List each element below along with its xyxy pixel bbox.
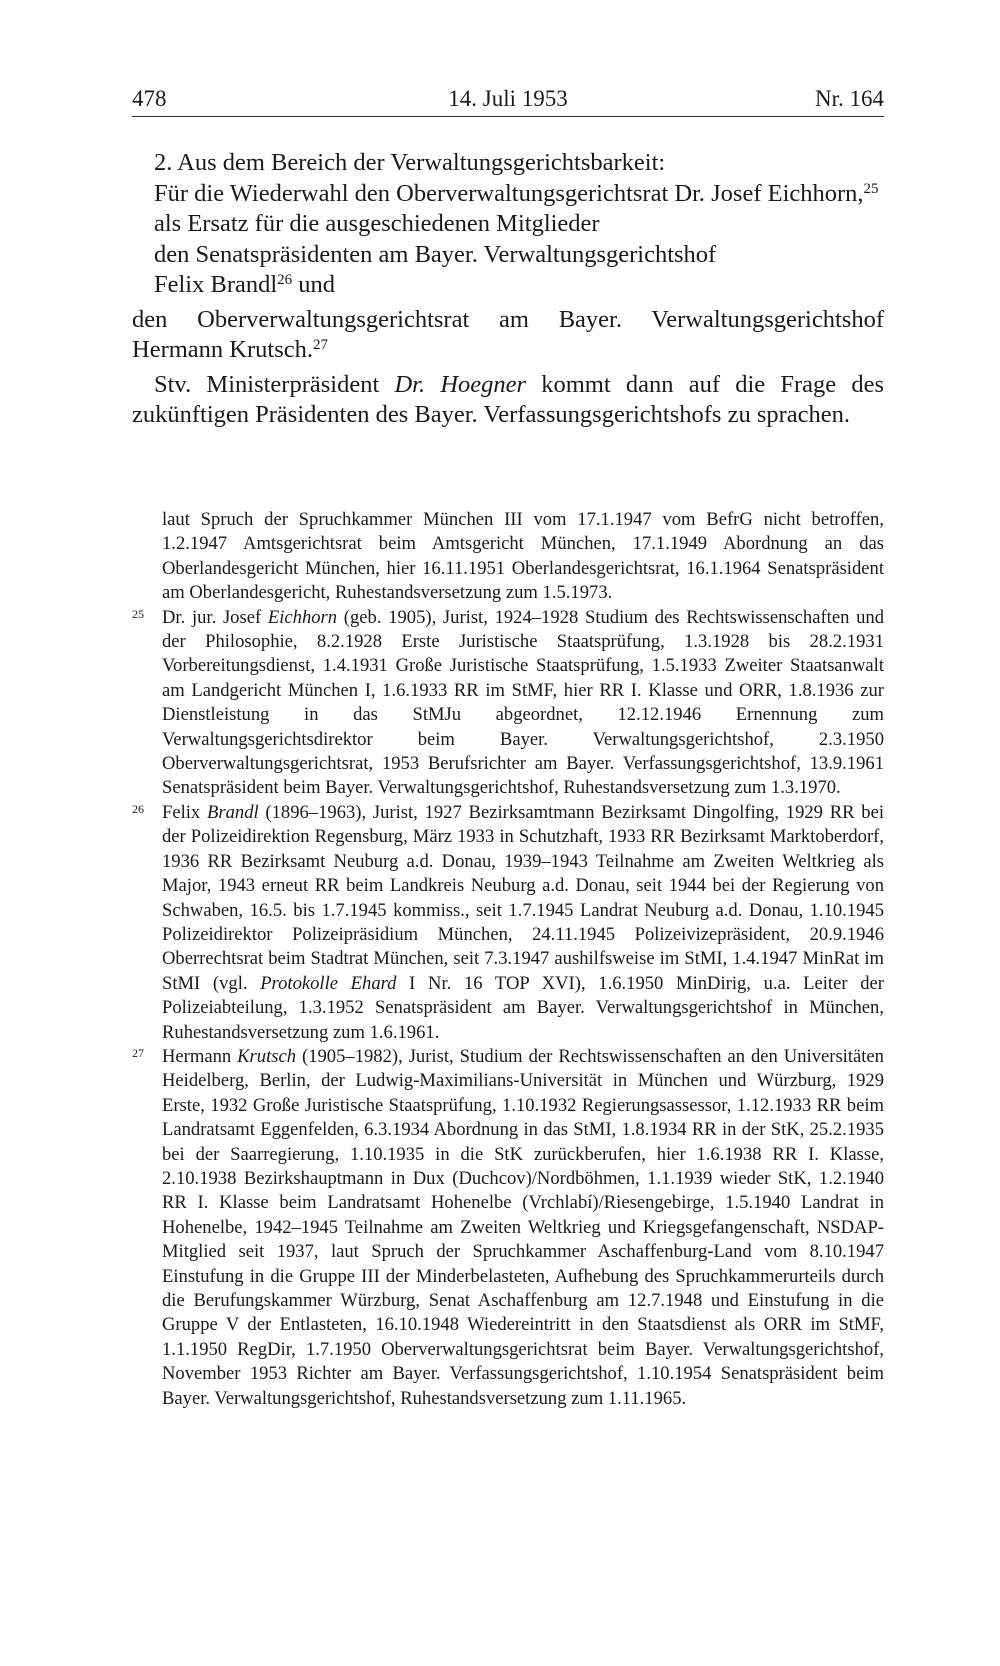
main-line-text: kommt dann auf die Frage des zukünftigen Präsidenten des Bayer. Verfassungsgerichtshofs zu sprachen. — [132, 370, 884, 428]
running-header — [132, 82, 884, 117]
main-line-text: Für die Wiederwahl den Oberverwaltungsgerichtsrat Dr. Josef Eichhorn, — [154, 179, 864, 207]
footnote-text: (geb. 1905), Jurist, 1924–1928 Studium des Rechtswissenschaften und der Philosophie, 8.2.1928 Erste Juristische Staatsprüfung, 1.3.1928 bis 28.2.1931 Vorbereitungsdienst, 1.4.1931 Große Juristische Staatsprüfung, 1.5.1933 Zweiter Staatsanwalt am Landgericht München I, 1.6.1933 RR im StMF, hier RR I. Klasse und ORR, 1.8.1936 zur Dienstleistung in das StMJu abgeordnet, 12.12.1946 Ernennung zum Verwaltungsgerichtsdirektor beim Bayer. Verwaltungsgerichtshof, 2.3.1950 Oberverwaltungsgerichtsrat, 1953 Berufsrichter am Bayer. Verfassungsgerichtshof, 13.9.1961 Senatspräsident beim Bayer. Verwaltungsgerichtshof, Ruhestandsversetzung zum 1.3.1970. — [162, 606, 884, 799]
main-paragraph — [132, 370, 884, 431]
person-name: Krutsch — [237, 1045, 297, 1067]
main-line-text: Stv. Ministerpräsident — [154, 370, 395, 398]
footnotes — [132, 508, 884, 1411]
main-line-text: Felix Brandl — [154, 271, 278, 298]
main-line — [132, 270, 884, 301]
issue-number: Nr. 164 — [815, 86, 884, 111]
footnote-ref-26[interactable]: 26 — [277, 272, 293, 288]
person-name: Brandl — [207, 801, 259, 823]
footnote-number: 25 — [132, 606, 144, 621]
footnote-continuation: laut Spruch der Spruchkammer München III vom 17.1.1947 vom BefrG nicht betroffen, 1.2.1947 Amtsgerichtsrat beim Amtsgericht München, 17.1.1949 Abordnung an das Oberlandesgericht München, hier 16.11.1951 Oberlandesgerichtsrat, 16.1.1964 Senatspräsident am Oberlandesgericht, Ruhestandsversetzung zum 1.5.1973. — [162, 509, 884, 604]
main-line: als Ersatz für die ausgeschiedenen Mitglieder — [154, 210, 600, 237]
main-line-text: und — [292, 271, 336, 298]
main-text — [132, 148, 884, 431]
footnote-25 — [132, 606, 884, 801]
footnote-text: Dr. jur. Josef — [162, 606, 268, 628]
footnote-number: 27 — [132, 1045, 144, 1060]
header-date: 14. Juli 1953 — [448, 86, 568, 111]
main-line — [132, 179, 884, 210]
main-paragraph — [132, 305, 884, 366]
footnote-26 — [132, 801, 884, 1045]
person-name: Eichhorn — [267, 606, 338, 628]
footnote-text: Felix — [162, 801, 207, 823]
person-name: Dr. Hoegner — [394, 370, 527, 398]
main-line: den Senatspräsidenten am Bayer. Verwaltungsgerichtshof — [154, 240, 717, 268]
footnote-number: 26 — [132, 801, 144, 816]
footnote-ref-25[interactable]: 25 — [863, 180, 879, 197]
main-line-text: den Oberverwaltungsgerichtsrat am Bayer. Verwaltungsgerichtshof Hermann Krutsch. — [132, 305, 884, 363]
section-heading: 2. Aus dem Bereich der Verwaltungsgerichtsbarkeit: — [154, 149, 666, 176]
footnote-text: (1905–1982), Jurist, Studium der Rechtswissenschaften an den Universitäten Heidelberg, Berlin, der Ludwig-Maximilians-Universität in München und Würzburg, 1929 Erste, 1932 Große Juristische Staatsprüfung, 1.10.1932 Regierungsassessor, 1.12.1933 RR beim Landratsamt Eggenfelden, 6.3.1934 Abordnung in das StMI, 1.8.1934 RR in der StK, 25.2.1935 bei der Saarregierung, 1.10.1935 in die StK zurückberufen, hier 1.6.1938 RR I. Klasse, 2.10.1938 Bezirkshauptmann in Dux (Duchcov)/Nordböhmen, 1.1.1939 wieder StK, 1.2.1940 RR I. Klasse beim Landratsamt Hohenelbe (Vrchlabí)/Riesengebirge, 1.5.1940 Landrat in Hohenelbe, 1942–1945 Teilnahme am Zweiten Weltkrieg und Kriegsgefangenschaft, NSDAP-Mitglied seit 1937, laut Spruch der Spruchkammer Aschaffenburg-Land vom 8.10.1947 Einstufung in die Gruppe III der Minderbelasteten, Aufhebung des Spruchkammerurteils durch die Berufungskammer Würzburg, Senat Aschaffenburg am 12.7.1948 und Einstufung in die Gruppe V der Entlasteten, 16.10.1948 Wiedereintritt in den Staatsdienst als ORR im StMF, 1.1.1950 RegDir, 1.7.1950 Oberverwaltungsgerichtsrat beim Bayer. Verwaltungsgerichtshof, November 1953 Richter am Bayer. Verfassungsgerichtshof, 1.10.1954 Senatspräsident beim Bayer. Verwaltungsgerichtshof, Ruhestandsversetzung zum 1.11.1965. — [162, 1045, 884, 1409]
reference-title: Protokolle Ehard — [260, 972, 397, 994]
footnote-text: I Nr. 16 TOP XVI), 1.6.1950 MinDirig, u.a. Leiter der Polizeiabteilung, 1.3.1952 Senatspräsident am Bayer. Verwaltungsgerichtshof in München, Ruhestandsversetzung zum 1.6.1961. — [162, 972, 884, 1043]
footnote-text: Hermann — [162, 1045, 238, 1067]
footnote-27 — [132, 1045, 884, 1411]
footnote-text: (1896–1963), Jurist, 1927 Bezirksamtmann Bezirksamt Dingolfing, 1929 RR bei der Polizeidirektion Regensburg, März 1933 in Schutzhaft, 1933 RR Bezirksamt Marktoberdorf, 1936 RR Bezirksamt Neuburg a.d. Donau, 1939–1943 Teilnahme am Zweiten Weltkrieg als Major, 1943 erneut RR beim Landkreis Neuburg a.d. Donau, seit 1944 bei der Regierung von Schwaben, 16.5. bis 1.7.1945 kommiss., seit 1.7.1945 Landrat Neuburg a.d. Donau, 1.10.1945 Polizeidirektor Polizeipräsidium München, 24.11.1945 Polizeivizepräsident, 20.9.1946 Oberrechtsrat beim Stadtrat München, seit 7.3.1947 aushilfsweise im StMI, 1.4.1947 MinRat im StMI (vgl. — [162, 801, 885, 994]
page-number: 478 — [132, 86, 167, 111]
footnote-ref-27[interactable]: 27 — [312, 337, 328, 353]
